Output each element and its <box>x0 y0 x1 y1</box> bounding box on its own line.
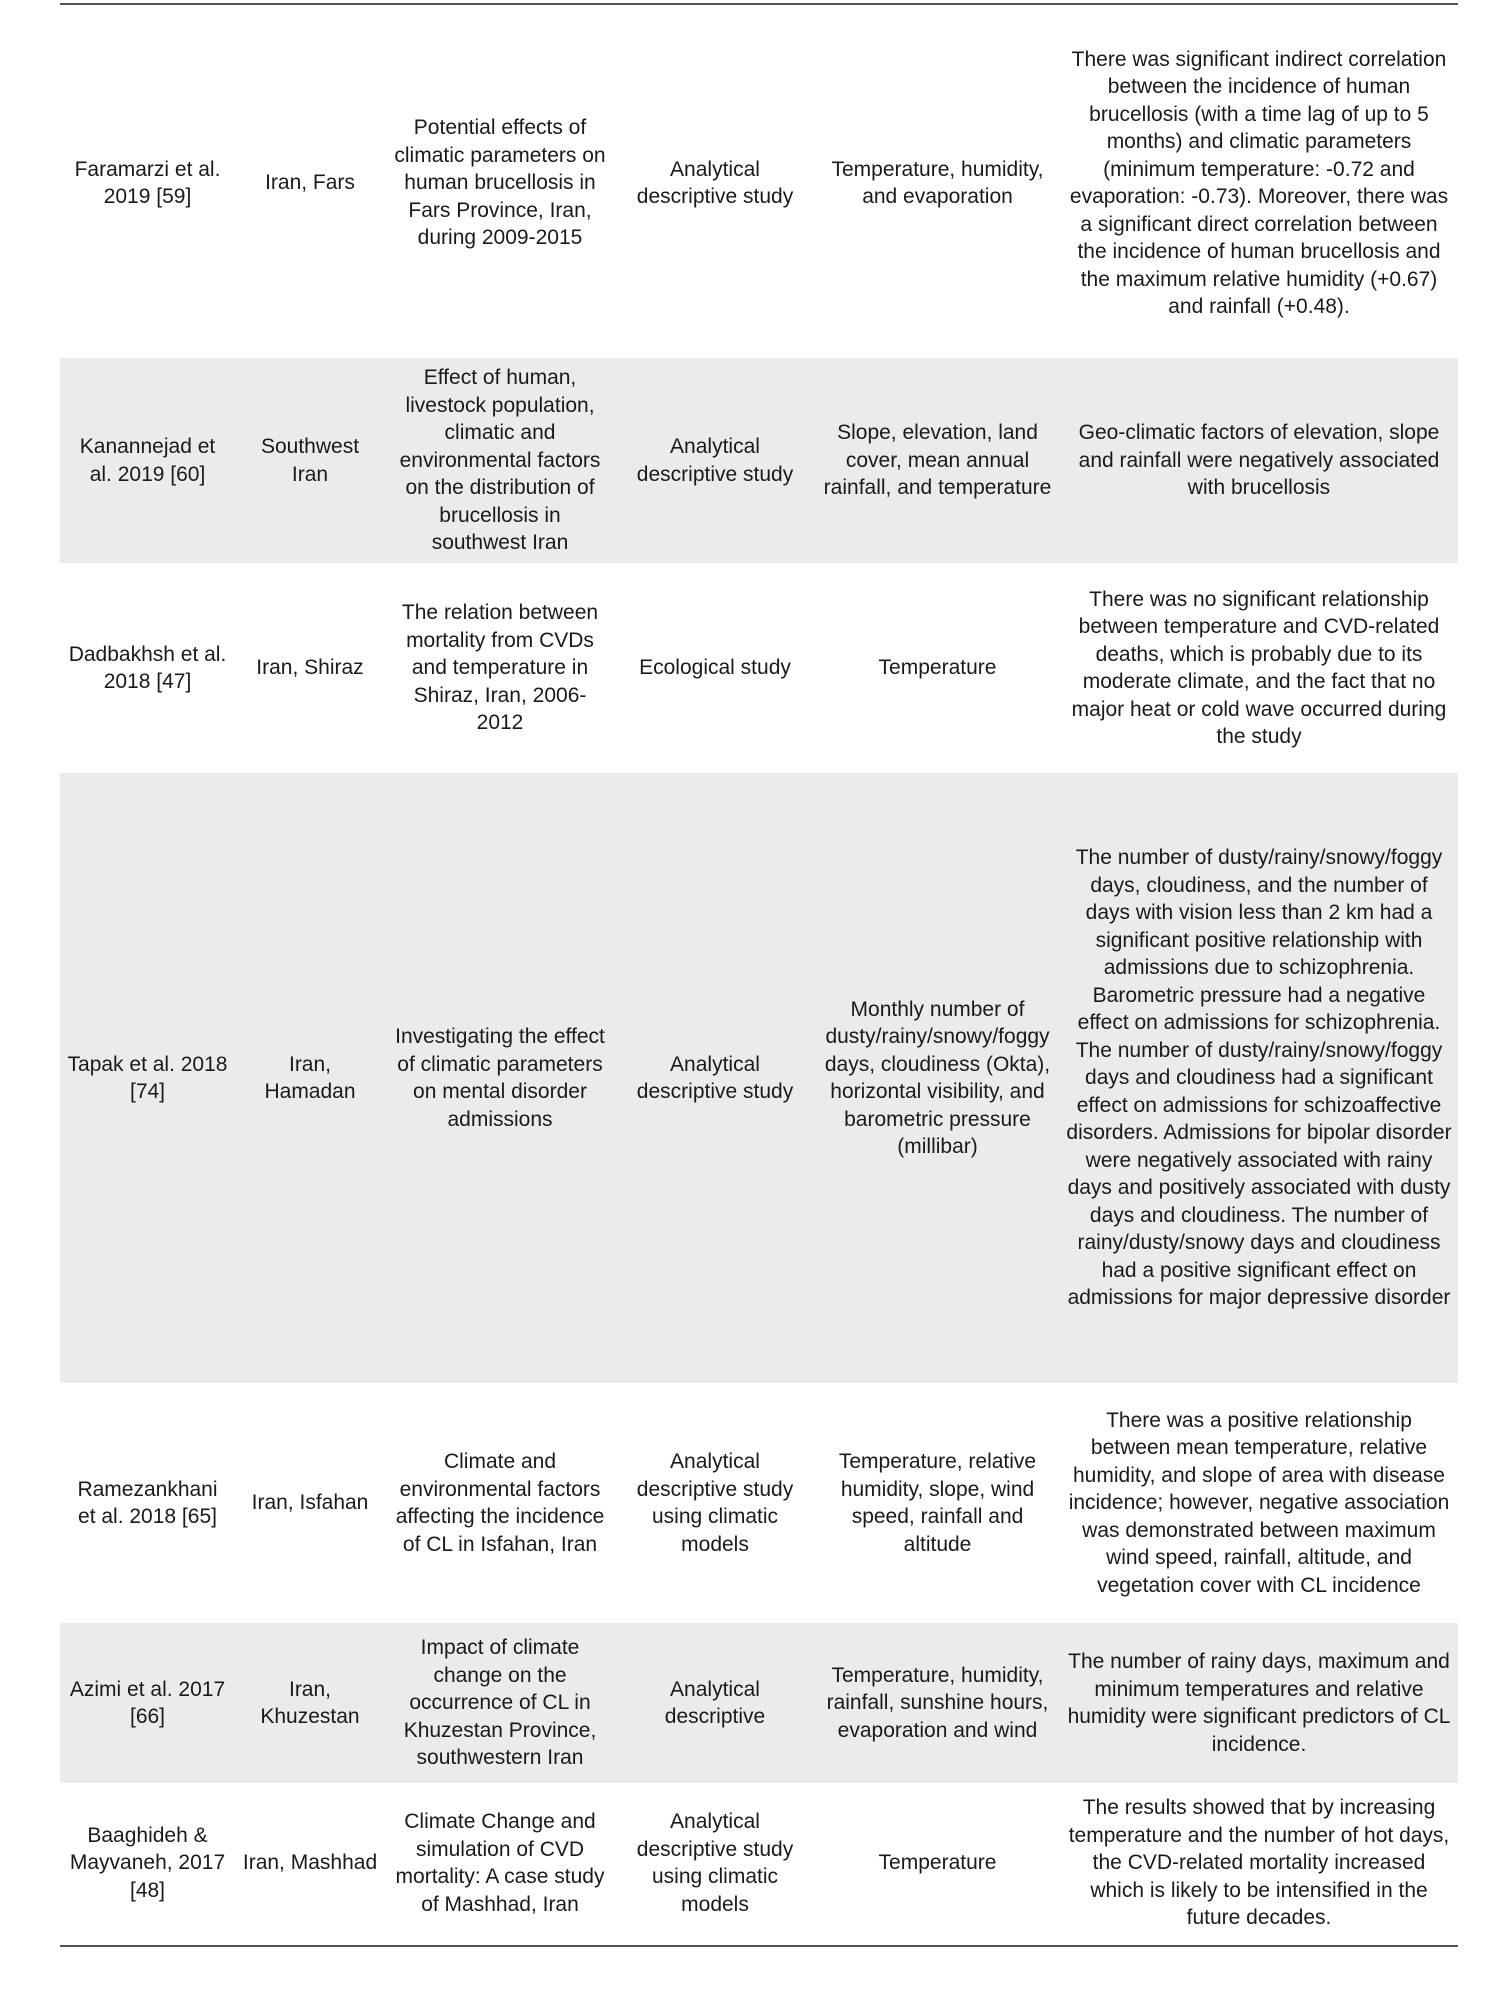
title-cell: Climate Change and simulation of CVD mortality: A case study of Mashhad, Iran <box>395 1810 605 1916</box>
title-cell: Climate and environmental factors affecting the incidence of CL in Isfahan, Iran <box>395 1450 605 1556</box>
table-top-rule <box>60 3 1458 5</box>
table-row <box>60 8 1458 358</box>
findings-cell: The results showed that by increasing temperature and the number of hot days, the CVD-related mortality increased which is likely to be intensified in the future decades. <box>1068 1796 1450 1930</box>
study-cell: Baaghideh & Mayvaneh, 2017 [48] <box>69 1823 226 1902</box>
findings-cell: There was significant indirect correlation between the incidence of human brucellosis (with a time lag of up to 5 months) and climatic parameters (minimum temperature: -0.72 and evaporation: -0.73). Moreover, there was a significant direct correlation between the incidence of human brucellosis and the maximum relative humidity (+0.67) and rainfall (+0.48). <box>1069 47 1449 318</box>
studies-table <box>60 8 1458 1943</box>
title-cell: The relation between mortality from CVDs and temperature in Shiraz, Iran, 2006-2012 <box>401 601 599 735</box>
findings-cell: There was no significant relationship between temperature and CVD-related deaths, which is probably due to its moderate climate, and the fact that no major heat or cold wave occurred during the study <box>1071 587 1447 748</box>
table-row <box>60 1623 1458 1783</box>
table-row <box>60 563 1458 773</box>
study-cell: Azimi et al. 2017 [66] <box>60 1623 235 1783</box>
findings-cell: The number of rainy days, maximum and minimum temperatures and relative humidity were significant predictors of CL incidence. <box>1060 1623 1458 1783</box>
location-cell: Iran, Khuzestan <box>235 1623 385 1783</box>
variables-cell: Slope, elevation, land cover, mean annual rainfall, and temperature <box>815 358 1060 563</box>
variables-cell: Temperature, relative humidity, slope, wind speed, rainfall and altitude <box>838 1450 1037 1556</box>
table-bottom-rule <box>60 1945 1458 1947</box>
title-cell: Impact of climate change on the occurrence of CL in Khuzestan Province, southwestern Iran <box>385 1623 615 1783</box>
location-cell: Iran, Isfahan <box>251 1491 369 1515</box>
findings-cell: There was a positive relationship between mean temperature, relative humidity, and slope of area with disease incidence; however, negative association was demonstrated between maximum wind speed, rainfall, altitude, and vegetation cover with CL incidence <box>1068 1408 1450 1597</box>
title-cell: Investigating the effect of climatic parameters on mental disorder admissions <box>385 773 615 1383</box>
table-row <box>60 358 1458 563</box>
table-row <box>60 773 1458 1383</box>
study-cell: Kanannejad et al. 2019 [60] <box>60 358 235 563</box>
study-cell: Tapak et al. 2018 [74] <box>60 773 235 1383</box>
design-cell: Ecological study <box>639 656 791 680</box>
design-cell: Analytical descriptive study <box>615 773 815 1383</box>
design-cell: Analytical descriptive study <box>615 358 815 563</box>
table-row <box>60 1383 1458 1623</box>
design-cell: Analytical descriptive study using climatic models <box>636 1450 794 1556</box>
location-cell: Iran, Hamadan <box>235 773 385 1383</box>
variables-cell: Temperature <box>878 1851 997 1875</box>
study-cell: Dadbakhsh et al. 2018 [47] <box>68 642 227 693</box>
study-cell: Faramarzi et al. 2019 [59] <box>74 157 221 208</box>
design-cell: Analytical descriptive <box>615 1623 815 1783</box>
location-cell: Southwest Iran <box>235 358 385 563</box>
findings-cell: Geo-climatic factors of elevation, slope and rainfall were negatively associated with brucellosis <box>1060 358 1458 563</box>
table-row <box>60 1783 1458 1943</box>
study-cell: Ramezankhani et al. 2018 [65] <box>77 1477 218 1528</box>
design-cell: Analytical descriptive study using climatic models <box>636 1810 794 1916</box>
location-cell: Iran, Shiraz <box>256 656 364 680</box>
design-cell: Analytical descriptive study <box>636 157 794 208</box>
variables-cell: Temperature <box>878 656 997 680</box>
title-cell: Potential effects of climatic parameters on human brucellosis in Fars Province, Iran, during 2009-2015 <box>394 116 606 250</box>
location-cell: Iran, Mashhad <box>242 1851 378 1875</box>
variables-cell: Temperature, humidity, and evaporation <box>831 157 1044 208</box>
location-cell: Iran, Fars <box>265 171 355 195</box>
variables-cell: Monthly number of dusty/rainy/snowy/foggy days, cloudiness (Okta), horizontal visibility, and barometric pressure (millibar) <box>815 773 1060 1383</box>
findings-cell: The number of dusty/rainy/snowy/foggy days, cloudiness, and the number of days with vision less than 2 km had a significant positive relationship with admissions due to schizophrenia. Barometric pressure had a negative effect on admissions for schizophrenia. The number of dusty/rainy/snowy/foggy days and cloudiness had a significant effect on admissions for schizoaffective disorders. Admissions for bipolar disorder were negatively associated with rainy days and positively associated with dusty days and cloudiness. The number of rainy/dusty/snowy days and cloudiness had a positive significant effect on admissions for major depressive disorder <box>1060 773 1458 1383</box>
title-cell: Effect of human, livestock population, climatic and environmental factors on the distribution of brucellosis in southwest Iran <box>385 358 615 563</box>
variables-cell: Temperature, humidity, rainfall, sunshine hours, evaporation and wind <box>815 1623 1060 1783</box>
